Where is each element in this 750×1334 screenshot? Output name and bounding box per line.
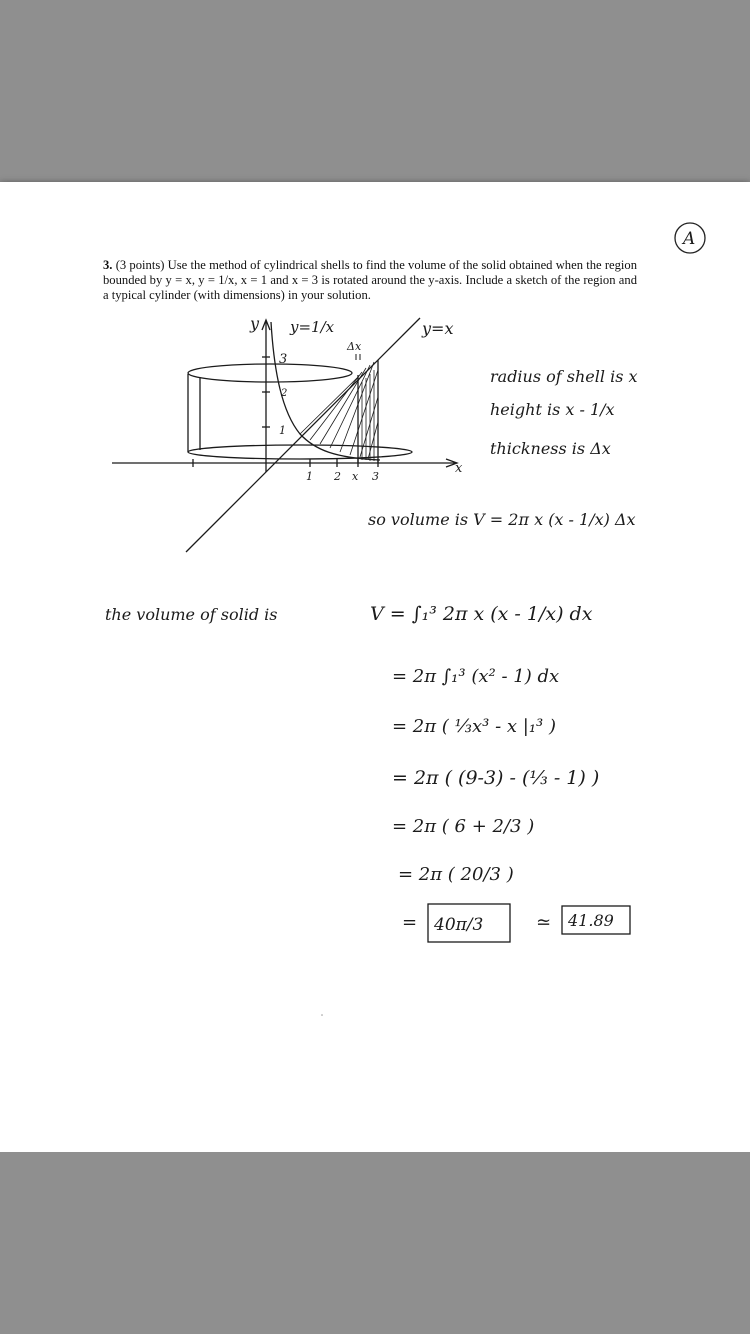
line-label: y=x	[422, 319, 454, 338]
tick-x-2: 2	[334, 470, 341, 483]
problem-number: 3.	[103, 258, 113, 272]
cylinder-top-ellipse	[188, 364, 352, 382]
answer-exact: 40π/3	[434, 915, 484, 935]
tick-y-2: 2	[281, 388, 288, 399]
dx-label: Δx	[347, 340, 362, 353]
shell-dimension-notes	[368, 367, 638, 529]
work-line-3: = 2π ( ⅓x³ - x |₁³ )	[392, 716, 557, 737]
work-line-5: = 2π ( 6 + 2/3 )	[392, 816, 535, 837]
tick-y-3: 3	[279, 352, 288, 367]
work-intro: the volume of solid is	[105, 605, 278, 624]
region-shading	[300, 362, 378, 461]
top-margin-band	[0, 0, 750, 182]
tick-y-1: 1	[279, 424, 286, 437]
y-axis-label: y	[250, 314, 260, 333]
corner-mark	[675, 223, 705, 253]
handwritten-solution	[0, 182, 750, 1152]
work-line-4: = 2π ( (9-3) - (⅓ - 1) )	[392, 767, 600, 789]
note-volume: so volume is V = 2π x (x - 1/x) Δx	[368, 510, 636, 529]
final-eq-sign: =	[402, 912, 418, 933]
tick-x-1: 1	[306, 470, 313, 483]
note-height: height is x - 1/x	[490, 400, 615, 419]
x-axis-label: x	[455, 461, 463, 476]
note-thickness: thickness is Δx	[490, 439, 611, 458]
document-page	[0, 182, 750, 1152]
problem-text: Use the method of cylindrical shells to find the volume of the solid obtained when the region bounded by y = x, y = 1/x, x = 1 and x = 3 is rotated around the y-axis. Include a sketch of the region and a typical cylinder (with dimensions) in your solution.	[103, 258, 638, 302]
bottom-margin-band	[0, 1152, 750, 1334]
page-speck	[321, 1014, 323, 1016]
problem-points: (3 points)	[115, 258, 165, 272]
tick-x-3: 3	[372, 470, 379, 483]
curve-label: y=1/x	[290, 318, 335, 336]
approx-sign: ≃	[536, 912, 552, 933]
integration-work	[105, 603, 630, 942]
corner-mark-letter: A	[683, 229, 696, 249]
work-line-1: V = ∫₁³ 2π x (x - 1/x) dx	[370, 603, 593, 625]
note-radius: radius of shell is x	[490, 367, 638, 386]
work-line-2: = 2π ∫₁³ (x² - 1) dx	[392, 666, 560, 687]
tick-x-x: x	[352, 470, 359, 483]
answer-decimal: 41.89	[568, 911, 614, 930]
work-line-6: = 2π ( 20/3 )	[398, 864, 514, 885]
